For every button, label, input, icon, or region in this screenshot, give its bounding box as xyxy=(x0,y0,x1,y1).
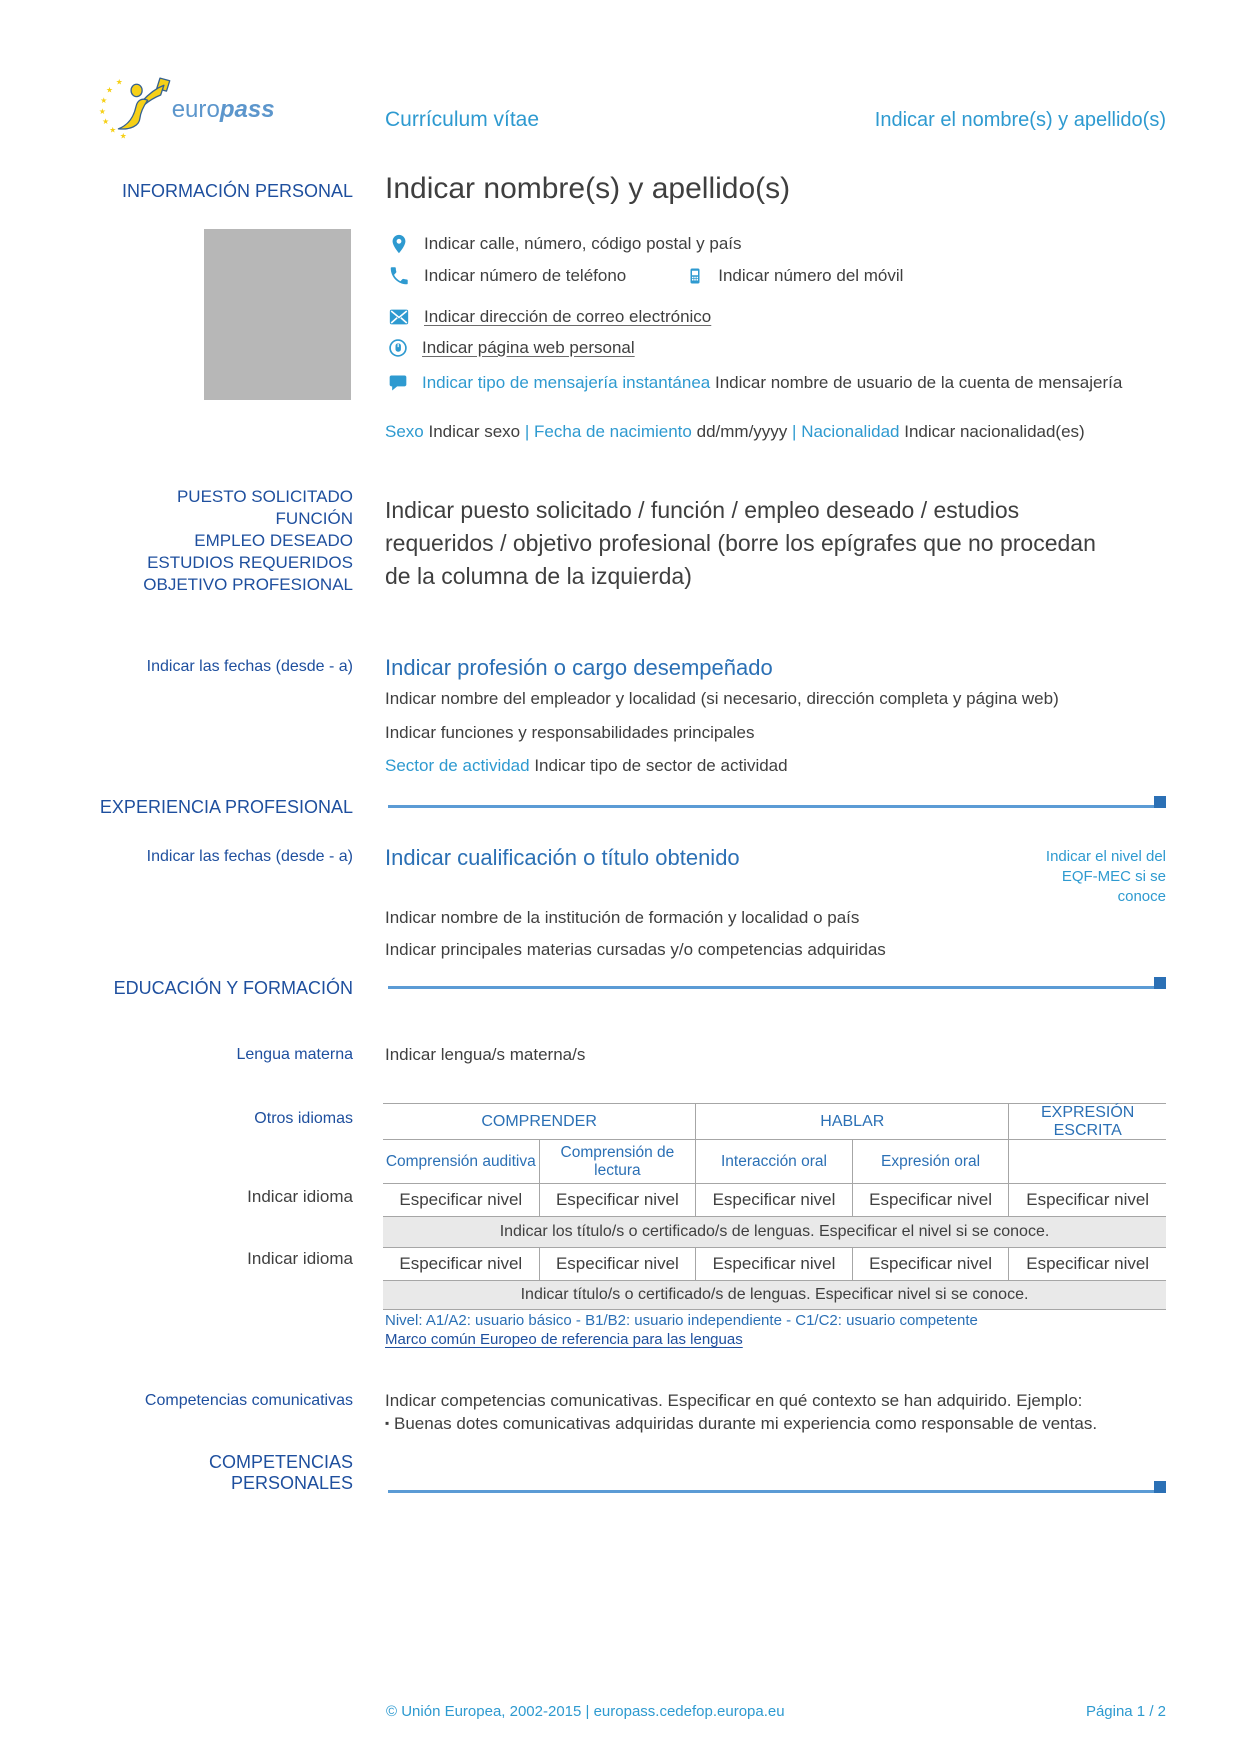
personal-skills-divider-line xyxy=(388,1490,1166,1493)
certificate-text: Indicar los título/s o certificado/s de lenguas. Especificar el nivel si se conoce. xyxy=(383,1217,1166,1247)
footer-copyright: © Unión Europea, 2002-2015 | europass.cedefop.europa.eu xyxy=(386,1703,785,1720)
address-row xyxy=(388,233,742,255)
sector-value: Indicar tipo de sector de actividad xyxy=(534,756,788,775)
sub-header-production: Expresión oral xyxy=(853,1140,1010,1183)
svg-text:★: ★ xyxy=(100,95,108,105)
sector-label: Sector de actividad xyxy=(385,756,530,775)
svg-text:★: ★ xyxy=(106,85,114,95)
birth-label: Fecha de nacimiento xyxy=(534,422,692,441)
experience-dates-label: Indicar las fechas (desde - a) xyxy=(146,658,353,675)
nationality-label: Nacionalidad xyxy=(801,422,900,441)
header-name-placeholder: Indicar el nombre(s) y apellido(s) xyxy=(874,109,1166,131)
mobile-text: Indicar número del móvil xyxy=(718,266,904,285)
sub-header-reading: Comprensión de lectura xyxy=(540,1140,697,1183)
education-subjects: Indicar principales materias cursadas y/o competencias adquiridas xyxy=(385,940,886,959)
im-type-label: Indicar tipo de mensajería instantánea xyxy=(422,373,711,392)
europass-logo xyxy=(95,74,290,142)
eu-stars-arc xyxy=(99,78,127,141)
cefr-level-note: Nivel: A1/A2: usuario básico - B1/B2: usuario independiente - C1/C2: usuario competente xyxy=(385,1312,978,1329)
lang-table-sub-header-row xyxy=(383,1140,1166,1184)
figure-head xyxy=(131,84,142,96)
languages-table xyxy=(383,1103,1166,1310)
sex-birth-nationality-row xyxy=(385,421,1085,442)
envelope-icon xyxy=(388,306,410,328)
certificate-text: Indicar título/s o certificado/s de lenguas. Especificar nivel si se conoce. xyxy=(383,1281,1166,1309)
location-pin-icon xyxy=(388,233,410,255)
language-1-name: Indicar idioma xyxy=(247,1187,353,1206)
sub-header-interaction: Interacción oral xyxy=(696,1140,853,1183)
experience-sector-row xyxy=(385,755,788,776)
level-cell: Especificar nivel xyxy=(383,1184,540,1216)
communication-skills-text: Indicar competencias comunicativas. Especificar en qué contexto se han adquirido. Ejemplo: xyxy=(385,1391,1083,1410)
phone-icon xyxy=(388,265,410,287)
mouse-web-icon xyxy=(388,337,408,359)
section-label-experience: EXPERIENCIA PROFESIONAL xyxy=(99,797,353,817)
experience-employer: Indicar nombre del empleador y localidad (si necesario, dirección completa y página web) xyxy=(385,689,1059,708)
education-title: Indicar cualificación o título obtenido xyxy=(385,845,740,870)
lang-1-certificate-row xyxy=(383,1217,1166,1248)
address-text: Indicar calle, número, código postal y país xyxy=(424,234,742,253)
level-cell: Especificar nivel xyxy=(540,1184,697,1216)
separator: | xyxy=(792,422,797,441)
leaping-figure xyxy=(115,77,169,129)
sex-label: Sexo xyxy=(385,422,424,441)
svg-text:europass xyxy=(172,96,275,123)
level-cell: Especificar nivel xyxy=(540,1248,697,1280)
education-divider-square xyxy=(1154,977,1166,989)
lang-2-certificate-row xyxy=(383,1281,1166,1310)
im-row xyxy=(388,372,1122,394)
document-title: Currículum vítae xyxy=(385,108,540,131)
bullet-marker: ▪ xyxy=(385,1416,390,1430)
figure-body xyxy=(118,99,147,129)
sub-header-empty xyxy=(1009,1140,1166,1183)
level-cell: Especificar nivel xyxy=(696,1248,853,1280)
mother-tongue-value: Indicar lengua/s materna/s xyxy=(385,1045,586,1064)
job-applied-text: Indicar puesto solicitado / función / empleo deseado / estudios requeridos / objetivo profesional (borre los epígrafes que no procedan de la columna de la izquierda) xyxy=(385,497,1096,589)
lang-table-group-header-row xyxy=(383,1104,1166,1140)
communication-skills-label: Competencias comunicativas xyxy=(144,1392,353,1409)
level-cell: Especificar nivel xyxy=(1026,1254,1150,1273)
logo-text-pass: pass xyxy=(219,96,275,124)
nationality-value: Indicar nacionalidad(es) xyxy=(904,422,1085,441)
education-eqf-note: Indicar el nivel del EQF-MEC si se conoce xyxy=(1045,848,1166,905)
lang-2-levels-row xyxy=(383,1248,1166,1281)
education-dates-label: Indicar las fechas (desde - a) xyxy=(146,848,353,865)
im-account-text: Indicar nombre de usuario de la cuenta de mensajería xyxy=(714,373,1123,392)
phone-text: Indicar número de teléfono xyxy=(424,266,627,285)
email-row xyxy=(388,306,711,328)
sub-header-listening: Comprensión auditiva xyxy=(383,1140,540,1183)
svg-text:★: ★ xyxy=(98,106,106,116)
education-institution: Indicar nombre de la institución de formación y localidad o país xyxy=(385,908,860,927)
col-header-understand: COMPRENDER xyxy=(383,1104,696,1139)
level-cell: Especificar nivel xyxy=(853,1184,1010,1216)
logo-text-euro: euro xyxy=(171,96,220,124)
chat-bubble-icon xyxy=(388,372,408,394)
svg-text:★: ★ xyxy=(102,117,110,127)
footer-page-number: Página 1 / 2 xyxy=(1085,1703,1166,1720)
website-link[interactable]: Indicar página web personal xyxy=(422,338,635,357)
level-cell: Especificar nivel xyxy=(853,1248,1010,1280)
sex-value: Indicar sexo xyxy=(428,422,521,441)
cefr-framework-link[interactable]: Marco común Europeo de referencia para las lenguas xyxy=(385,1331,743,1348)
section-label-personal-skills: COMPETENCIAS PERSONALES xyxy=(208,1452,353,1493)
bullet-text: Buenas dotes comunicativas adquiridas durante mi experiencia como responsable de ventas. xyxy=(394,1414,1098,1433)
mother-tongue-label: Lengua materna xyxy=(236,1046,353,1063)
experience-divider-square xyxy=(1154,796,1166,808)
section-label-education: EDUCACIÓN Y FORMACIÓN xyxy=(113,978,353,998)
personal-skills-divider-square xyxy=(1154,1481,1166,1493)
lang-1-levels-row xyxy=(383,1184,1166,1217)
phone-row xyxy=(388,265,903,287)
col-header-writing: EXPRESIÓN ESCRITA xyxy=(1040,1103,1135,1139)
email-link[interactable]: Indicar dirección de correo electrónico xyxy=(424,307,712,326)
level-cell: Especificar nivel xyxy=(383,1248,540,1280)
svg-text:★: ★ xyxy=(115,77,123,87)
level-cell: Especificar nivel xyxy=(1026,1190,1150,1209)
level-cell: Especificar nivel xyxy=(696,1184,853,1216)
col-header-speak: HABLAR xyxy=(696,1104,1009,1139)
birth-value: dd/mm/yyyy xyxy=(696,422,788,441)
name-title: Indicar nombre(s) y apellido(s) xyxy=(385,172,791,205)
website-row xyxy=(388,337,635,359)
education-divider-line xyxy=(388,986,1166,989)
mobile-phone-icon xyxy=(686,265,704,287)
svg-text:★: ★ xyxy=(109,125,117,135)
communication-skills-bullet xyxy=(385,1413,1097,1434)
experience-title: Indicar profesión o cargo desempeñado xyxy=(385,655,773,680)
photo-placeholder xyxy=(204,229,351,400)
other-languages-label: Otros idiomas xyxy=(254,1110,353,1127)
experience-duties: Indicar funciones y responsabilidades principales xyxy=(385,723,755,742)
separator: | xyxy=(524,422,530,441)
section-label-personal-info: INFORMACIÓN PERSONAL xyxy=(121,181,353,201)
svg-text:★: ★ xyxy=(119,131,127,141)
experience-divider-line xyxy=(388,805,1166,808)
language-2-name: Indicar idioma xyxy=(247,1249,353,1268)
job-applied-labels: PUESTO SOLICITADO FUNCIÓN EMPLEO DESEADO ESTUDIOS REQUERIDOS OBJETIVO PROFESIONAL xyxy=(143,487,353,594)
